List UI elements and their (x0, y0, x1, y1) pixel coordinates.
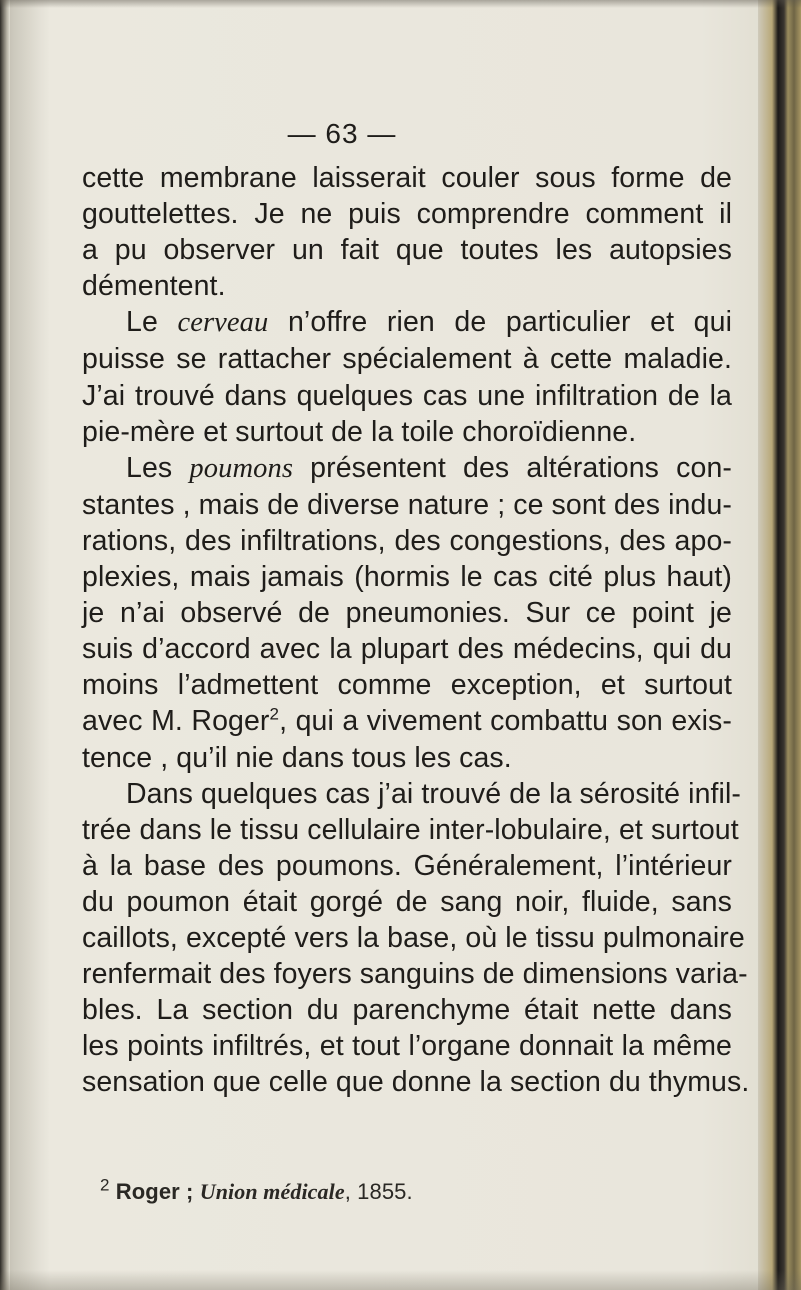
text-line: tence , qu’il nie dans tous les cas. (82, 741, 512, 774)
text-line: les points infiltrés, et tout l’organe donnait la même (82, 1030, 732, 1063)
text-line (82, 450, 732, 487)
text-line (82, 703, 732, 739)
page-right-gutter (758, 0, 801, 1290)
text-line: bles. La section du parenchyme était nette dans (82, 994, 732, 1027)
text-line: je n’ai observé de pneumonies. Sur ce point je (82, 597, 732, 630)
text-fragment: Le (126, 306, 178, 339)
text-fragment: , qui a vivement combattu son exis- (279, 705, 732, 738)
text-line: trée dans le tissu cellulaire inter-lobulaire, et surtout (82, 813, 739, 846)
text-fragment: n’offre rien de particulier et qui (268, 306, 732, 339)
text-line: plexies, mais jamais (hormis le cas cité plus haut) (82, 561, 732, 594)
footnote-marker: 2 (100, 1175, 110, 1195)
page-number: — 63 — (287, 118, 397, 149)
footnote-reference: 2 (269, 704, 280, 724)
text-line (82, 304, 732, 341)
text-line: moins l’admettent comme exception, et surtout (82, 669, 732, 702)
text-line: gouttelettes. Je ne puis comprendre comment il (82, 198, 732, 231)
italic-term-poumons: poumons (189, 452, 294, 484)
text-line: sensation que celle que donne la section du thymus. (82, 1066, 750, 1099)
text-line: démentent. (82, 270, 226, 303)
page-left-shadow (10, 0, 50, 1290)
body-text (82, 160, 750, 1204)
text-fragment: présentent des altérations con- (293, 451, 732, 484)
footnote (100, 1174, 413, 1210)
footnote-author: Roger ; (115, 1179, 194, 1204)
text-line: cette membrane laisserait couler sous forme de (82, 162, 732, 194)
text-line: caillots, excepté vers la base, où le tissu pulmonaire (82, 921, 745, 954)
text-line: puisse se rattacher spécialement à cette maladie. (82, 343, 732, 376)
text-fragment: avec M. Roger (82, 705, 270, 738)
page-left-edge (0, 0, 10, 1290)
text-line: à la base des poumons. Généralement, l’intérieur (82, 849, 732, 882)
text-line: stantes , mais de diverse nature ; ce sont des indu- (82, 488, 732, 521)
text-line: rations, des infiltrations, des congestions, des apo- (82, 524, 732, 557)
page-top-shade (0, 0, 801, 8)
text-line: a pu observer un fait que toutes les autopsies (82, 234, 732, 267)
page-bottom-shade (0, 1270, 801, 1290)
text-line: du poumon était gorgé de sang noir, fluide, sans (82, 885, 732, 918)
text-line: pie-mère et surtout de la toile choroïdienne. (82, 415, 637, 448)
text-line: renfermait des foyers sanguins de dimensions varia- (82, 958, 748, 991)
text-line: J’ai trouvé dans quelques cas une infiltration de la (82, 379, 732, 412)
text-fragment: Les (126, 451, 190, 484)
footnote-source: Union médicale (199, 1179, 345, 1204)
footnote-year: , 1855. (344, 1179, 413, 1204)
italic-term-cerveau: cerveau (177, 307, 269, 339)
text-line: Dans quelques cas j’ai trouvé de la sérosité infil- (126, 777, 741, 810)
text-line: suis d’accord avec la plupart des médecins, qui du (82, 633, 732, 666)
